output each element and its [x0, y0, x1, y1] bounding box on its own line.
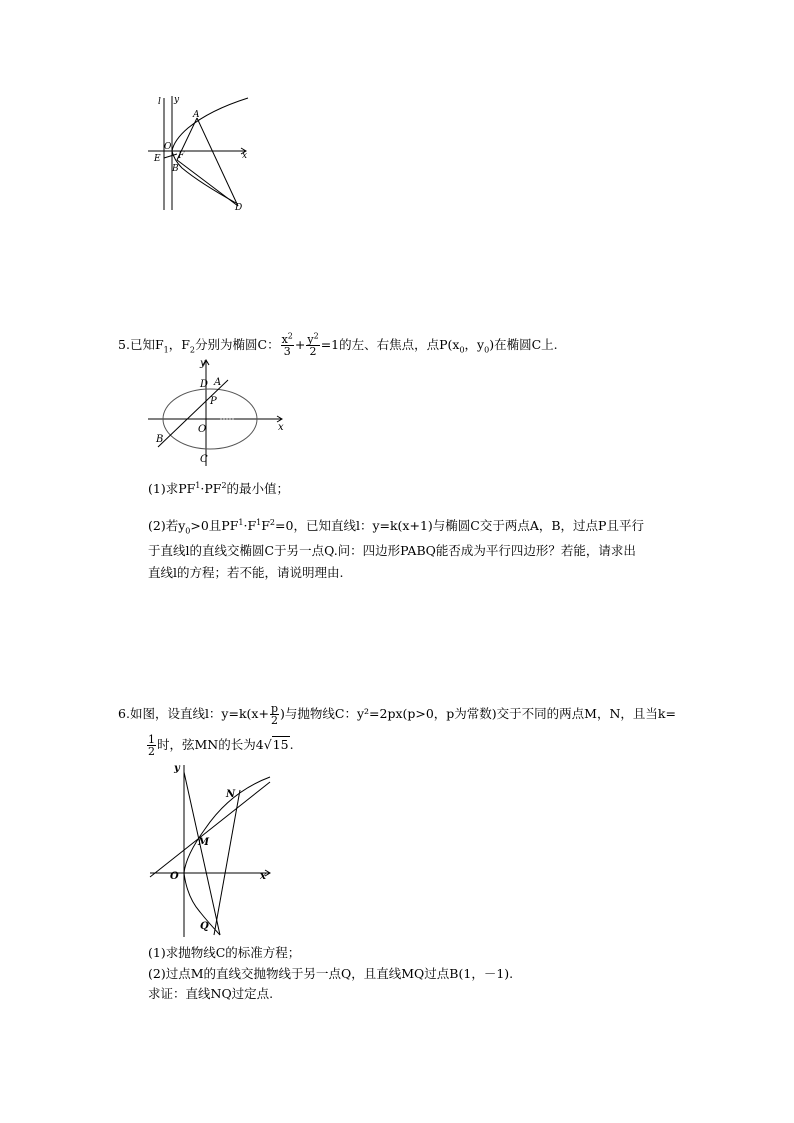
label-D: D — [235, 203, 243, 213]
label-B: B — [172, 164, 179, 174]
line-ab — [158, 380, 228, 447]
q6-part2: (2)过点M的直线交抛物线于另一点Q，且直线MQ过点B(1，－1). — [148, 966, 514, 981]
svg-text:B: B — [156, 434, 164, 445]
svg-text:x: x — [260, 871, 266, 882]
q5-number: 5. — [118, 337, 130, 352]
q6-line1: 6.如图，设直线l：y=k(x+ $\frac{p}{2}$ )与抛物线C：y²=2px(p>0，p为常数)交于不同的两点M，N，且当k= — [118, 702, 676, 727]
q5-intro: 5.已知$F_1$，$F_2$分别为椭圆C： $\frac{x^2}{3}$ + $\frac{y^2}{2}$ =1的左、右焦点，点$P(x_0$，$y_0$)在椭圆C上. — [118, 331, 558, 358]
svg-text:x: x — [278, 422, 284, 433]
q5-part2-line1: (2)若$y_0>0$且$PF^1\cdot F^1F^2=0$，已知直线l：y=k(x+1)与椭圆C交于两点A，B，过点P且平行 — [148, 517, 644, 536]
label-F: F — [178, 151, 185, 161]
label-y: y — [174, 95, 180, 105]
parabola-curve — [184, 777, 270, 935]
q5-frac-x: $\frac{x^2}{3}$ — [281, 331, 293, 358]
svg-text:C: C — [200, 454, 208, 465]
figure-parabola-abd — [140, 88, 260, 213]
q6-line2: $\frac{1}{2}$ 时，弦MN的长为4√15. — [148, 733, 294, 758]
label-E: E — [154, 154, 161, 164]
figure-parabola-mnq — [140, 757, 280, 940]
svg-text:y: y — [200, 358, 206, 369]
q5-part2-line3: 直线l的方程；若不能，请说明理由. — [148, 565, 344, 580]
label-l: l — [158, 97, 161, 107]
q6-part3: 求证：直线NQ过定点. — [148, 986, 274, 1001]
q5-part2-line2: 于直线l的直线交椭圆C于另一点Q.问：四边形PABQ能否成为平行四边形？若能，请求出 — [148, 543, 636, 558]
label-A: A — [193, 110, 200, 120]
figure-ellipse — [140, 352, 290, 470]
svg-text:y: y — [174, 763, 180, 774]
q5-frac-y: $\frac{y^2}{2}$ — [307, 331, 319, 358]
svg-text:Q: Q — [200, 921, 209, 932]
line-mn — [150, 782, 270, 877]
q6-part1: (1)求抛物线C的标准方程； — [148, 945, 301, 960]
line-mq — [184, 772, 220, 935]
svg-text:O: O — [170, 871, 179, 882]
svg-text:M: M — [198, 837, 210, 848]
svg-text:N: N — [226, 789, 236, 800]
label-x: x — [242, 151, 248, 161]
svg-text:A: A — [214, 377, 222, 388]
label-O: O — [164, 142, 172, 152]
svg-text:P: P — [210, 396, 217, 407]
q5-part1: (1)求$PF^1\cdot PF^2$的最小值； — [148, 480, 290, 496]
svg-text:D: D — [200, 379, 209, 390]
svg-text:O: O — [198, 424, 207, 435]
